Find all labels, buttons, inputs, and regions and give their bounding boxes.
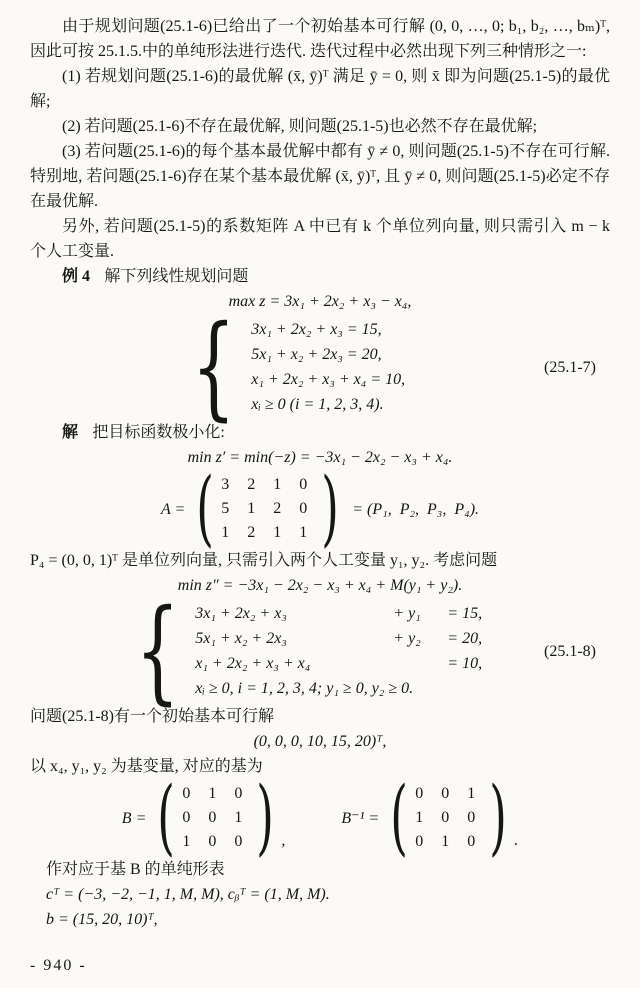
line-cost-vector: cᵀ = (−3, −2, −1, 1, M, M), cᵦᵀ = (1, M, M). — [46, 886, 330, 903]
paragraph-simplex-table: 作对应于基 B 的单纯形表 — [46, 861, 225, 878]
equation-line: xᵢ ≥ 0 (i = 1, 2, 3, 4). — [251, 396, 384, 413]
matrix-row: 0 1 0 — [182, 785, 250, 802]
equation-min-z-doubleprime: min z″ = −3x₁ − 2x₂ − x₃ + x₄ + M(y₁ + y₂). — [177, 577, 463, 594]
matrix-A-entries — [221, 473, 314, 545]
equation-system-25-1-8 — [122, 586, 610, 716]
page-number: - 940 - — [30, 957, 87, 974]
equation-lhs: xᵢ ≥ 0, i = 1, 2, 3, 4; y₁ ≥ 0, y₂ ≥ 0. — [195, 680, 414, 697]
matrix-row: 0 1 0 — [415, 833, 483, 850]
list-item-1: (1) 若规划问题(25.1-6)的最优解 (x̄, ȳ)ᵀ 满足 ȳ = 0, 则 x̄ 即为问题(25.1-5)的最优解; — [30, 68, 610, 110]
matrix-row: 0 0 1 — [182, 809, 250, 826]
matrix-equation-A — [30, 461, 610, 556]
example-label: 例 4 — [62, 268, 91, 285]
solve-label: 解 — [62, 424, 79, 441]
equation-rhs: = 10, — [447, 655, 483, 672]
initial-solution-vector: (0, 0, 0, 10, 15, 20)ᵀ, — [253, 733, 387, 750]
equation-mid: + y₁ — [393, 605, 421, 622]
left-paren-glyph: ( — [196, 461, 215, 556]
equation-number-25-1-7: (25.1-7) — [544, 358, 596, 376]
equation-system-25-1-7 — [178, 302, 610, 432]
equation-line: 5x₁ + x₂ + 2x₃ = 20, — [251, 346, 382, 363]
example-heading — [30, 264, 610, 289]
equation-mid: + y₂ — [393, 630, 421, 647]
equation-line: 3x₁ + 2x₂ + x₃ = 15, — [251, 321, 382, 338]
equation-lines — [251, 317, 405, 417]
list-item-3: (3) 若问题(25.1-6)的每个基本最优解中都有 ȳ ≠ 0, 则问题(25.1-5)不存在可行解. 特别地, 若问题(25.1-6)存在某个基本最优解 (x̄, ȳ)ᵀ, 且 ȳ ≠ 0, 则问题(25.1-5)必定不存在最优解. — [30, 143, 610, 210]
right-paren-glyph: ) — [321, 461, 340, 556]
left-brace-glyph: { — [191, 302, 236, 432]
equation-line — [195, 651, 482, 676]
right-paren-glyph: ) — [489, 770, 507, 865]
equation-rhs: = 20, — [447, 630, 483, 647]
matrix-row: 1 0 0 — [182, 833, 250, 850]
paragraph-p4: P₄ = (0, 0, 1)ᵀ 是单位列向量, 只需引入两个人工变量 y₁, y₂. 考虑问题 — [30, 552, 498, 569]
matrix-row: 1 2 1 1 — [221, 524, 315, 541]
left-brace-glyph: { — [135, 586, 180, 716]
paragraph-intro: 由于规划问题(25.1-6)已给出了一个初始基本可行解 (0, 0, …, 0; b₁, b₂, …, bₘ)ᵀ, 因此可按 25.1.5.中的单纯形法进行迭代. 迭代过程中必然出现下列三种情形之一: — [30, 18, 610, 60]
paragraph-basis: 以 x₄, y₁, y₂ 为基变量, 对应的基为 — [30, 758, 263, 775]
right-paren-glyph: ) — [256, 770, 275, 865]
equation-lhs: 5x₁ + x₂ + 2x₃ — [195, 630, 287, 647]
matrix-B-entries — [182, 782, 249, 854]
equation-lhs: 3x₁ + 2x₂ + x₃ — [195, 605, 287, 622]
line-b-vector: b = (15, 20, 10)ᵀ, — [46, 911, 158, 928]
matrix-equation-B — [30, 770, 610, 865]
equation-line — [195, 676, 482, 701]
equation-lhs: x₁ + 2x₂ + x₃ + x₄ — [195, 655, 311, 672]
equation-lines — [195, 601, 482, 701]
list-item-2: (2) 若问题(25.1-6)不存在最优解, 则问题(25.1-5)也必然不存在最优解; — [62, 118, 538, 135]
paragraph-artificial-variables: 另外, 若问题(25.1-5)的系数矩阵 A 中已有 k 个单位列向量, 则只需引入 m − k 个人工变量. — [30, 218, 610, 260]
equation-number-25-1-8: (25.1-8) — [544, 642, 596, 660]
solve-text: 把目标函数极小化: — [92, 424, 225, 441]
matrix-B-suffix: , — [281, 832, 286, 849]
left-paren-glyph: ( — [390, 770, 408, 865]
matrix-A-lhs: A = — [160, 500, 186, 518]
matrix-A-rhs: = (P₁, P₂, P₃, P₄). — [352, 500, 480, 518]
left-paren-glyph: ( — [157, 770, 176, 865]
matrix-Binv-entries — [415, 782, 482, 854]
matrix-Binv-lhs: B⁻¹ = — [341, 809, 380, 827]
equation-line: x₁ + 2x₂ + x₃ + x₄ = 10, — [251, 371, 406, 388]
matrix-B-lhs: B = — [121, 809, 147, 827]
matrix-row: 0 0 1 — [415, 785, 483, 802]
equation-rhs: = 15, — [447, 605, 483, 622]
matrix-row: 1 0 0 — [415, 809, 483, 826]
example-text: 解下列线性规划问题 — [104, 268, 249, 285]
equation-min-z-prime: min z′ = min(−z) = −3x₁ − 2x₂ − x₃ + x₄. — [187, 449, 453, 466]
matrix-Binv-suffix: . — [514, 832, 519, 849]
equation-line — [195, 626, 482, 651]
paragraph-initial-solution: 问题(25.1-8)有一个初始基本可行解 — [30, 708, 274, 725]
equation-max-z: max z = 3x₁ + 2x₂ + x₃ − x₄, — [228, 293, 412, 310]
equation-line — [195, 601, 482, 626]
matrix-row: 5 1 2 0 — [221, 500, 315, 517]
solve-heading — [30, 420, 610, 445]
matrix-row: 3 2 1 0 — [221, 476, 315, 493]
